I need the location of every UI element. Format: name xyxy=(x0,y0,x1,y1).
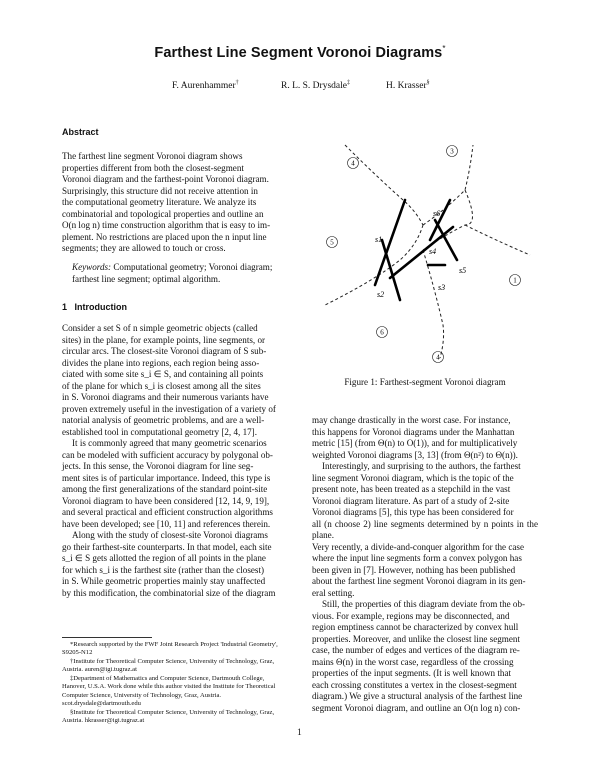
title-text: Farthest Line Segment Voronoi Diagrams xyxy=(154,44,443,61)
segment-label: s1 xyxy=(375,235,383,244)
body-line: by this modification, the combinatorial size of the diagram xyxy=(62,587,276,598)
body-line: Interestingly, and surprising to the authors, the farthest xyxy=(322,461,521,471)
abstract-line: O(n log n) time construction algorithm that is easy to im- xyxy=(62,220,271,230)
voronoi-edges xyxy=(325,145,530,358)
body-line: for which s_i is the farthest site (rather than the closest) xyxy=(62,564,265,575)
body-line: all (n choose 2) line segments determined by n points in the plane. xyxy=(312,518,538,540)
body-line: metric [15] (from Θ(n) to O(1)), and for multiplicatively xyxy=(312,438,518,448)
region-label: 6 xyxy=(380,328,384,337)
abstract-line: Voronoi diagram and the farthest-point Voronoi diagram. xyxy=(62,174,269,184)
author-2 xyxy=(281,80,350,91)
body-line: s_i ∈ S gets allotted the region of all points in the plane xyxy=(62,553,266,563)
body-line: go their farthest-site counterparts. In that model, each site xyxy=(62,541,272,552)
body-line: and several practical and efficient construction algorithms xyxy=(62,507,273,517)
body-line: this happens for Voronoi diagrams under the Manhattan xyxy=(312,426,515,437)
segment-label: s2 xyxy=(377,290,385,299)
abstract-line: Surprisingly, this structure did not receive attention in xyxy=(62,185,258,196)
body-line: line segment Voronoi diagram, which is the topic of the xyxy=(312,472,514,483)
body-line: Voronoi diagram to have been considered [12, 14, 9, 19], xyxy=(62,495,270,506)
abstract-line: properties different from both the closest-segment xyxy=(62,162,244,173)
body-line: established tool in computational geometry [2, 4, 17]. xyxy=(62,426,257,437)
abstract-line: the computational geometry literature. We analyze its xyxy=(62,197,257,207)
body-line: Voronoi diagram literature. As part of a study of 2-site xyxy=(312,495,510,506)
abstract-line: segments; they are allowed to touch or cross. xyxy=(62,243,226,253)
body-line: among the first generalizations of the standard point-site xyxy=(62,484,268,494)
abstract-heading: Abstract xyxy=(62,127,99,137)
figure-voronoi-diagram xyxy=(305,130,545,370)
body-line: where the input line segments form a convex polygon has xyxy=(312,553,522,563)
body-line: each crossing constitutes a vertex in the closest-segment xyxy=(312,679,517,690)
body-line: weighted Voronoi diagrams [3, 13] (from Θ(n²) to Θ(n)). xyxy=(312,449,518,460)
voronoi-edge xyxy=(345,145,423,225)
paper-title xyxy=(0,44,600,61)
author-3 xyxy=(386,80,430,91)
page-number: 1 xyxy=(297,728,302,738)
body-line: diagram.) We give a structural analysis of the farthest line xyxy=(312,691,523,701)
region-labels xyxy=(327,146,521,363)
body-line: may change drastically in the worst case. For instance, xyxy=(312,415,511,425)
author-name: F. Aurenhammer xyxy=(172,81,236,92)
body-line: natorial analysis of geometric problems, and are a well- xyxy=(62,415,265,425)
author-1 xyxy=(172,80,239,91)
segment-s2 xyxy=(382,240,400,300)
body-line: Still, the properties of this diagram deviate from the ob- xyxy=(322,599,526,609)
body-line: of the plane for which s_i is closest among all the sites xyxy=(62,380,261,391)
author-name: R. L. S. Drysdale xyxy=(281,81,347,92)
body-line: region emptiness cannot be characterized by convex hull xyxy=(312,622,519,632)
author-mark: § xyxy=(426,80,430,86)
body-line: ment sites is of particular importance. Indeed, this type is xyxy=(62,472,271,483)
body-line: case, the number of edges and vertices of the diagram re- xyxy=(312,645,520,655)
keywords xyxy=(72,262,288,285)
body-line: in S. Voronoi diagrams and their numerous variants have xyxy=(62,392,269,402)
figure-caption: Figure 1: Farthest-segment Voronoi diagram xyxy=(344,377,506,387)
footnote: *Research supported by the FWF Joint Research Project 'Industrial Geometry', S9205-N12 xyxy=(62,641,278,657)
body-line: Voronoi diagrams [5], this type has been considered for xyxy=(312,507,514,517)
right-column-body xyxy=(312,415,538,714)
body-line: It is commonly agreed that many geometric scenarios xyxy=(72,438,267,448)
body-line: proven extremely useful in the investigation of a variety of xyxy=(62,403,276,414)
region-label: 4 xyxy=(351,159,355,168)
body-line: eral setting. xyxy=(312,587,355,598)
segment-s6 xyxy=(430,200,450,240)
body-line: segment Voronoi diagram, and outline an O(n log n) con- xyxy=(312,702,521,713)
region-label: 1 xyxy=(513,276,517,285)
body-line: properties of the input segments. (It is well known that xyxy=(312,668,512,678)
body-line: Very recently, a divide-and-conquer algorithm for the case xyxy=(312,541,525,552)
segment-label: s4 xyxy=(429,247,437,256)
voronoi-edge xyxy=(325,225,423,305)
abstract-body xyxy=(62,151,288,255)
voronoi-edge xyxy=(423,145,473,225)
keywords-line: Computational geometry; Voronoi diagram; xyxy=(111,262,273,272)
body-line: vious. For example, regions may be disconnected, and xyxy=(312,610,510,621)
abstract-line: The farthest line segment Voronoi diagram shows xyxy=(62,151,243,161)
body-line: in S. While geometric properties mainly stay unaffected xyxy=(62,576,266,586)
body-line: sites) in the plane, for example points, line segments, or xyxy=(62,334,266,345)
segment-label: s6 xyxy=(433,209,441,218)
body-line: circular arcs. The closest-site Voronoi diagram of S sub- xyxy=(62,346,267,356)
region-label: 4 xyxy=(436,353,440,362)
region-label: 3 xyxy=(450,147,454,156)
body-line: present note, has been treated as a stepchild in the vast xyxy=(312,484,511,494)
region-label: 5 xyxy=(330,238,334,247)
footnotes xyxy=(62,641,288,726)
body-line: divides the plane into regions, each region being asso- xyxy=(62,357,260,368)
segment-label: s5 xyxy=(459,266,467,275)
keywords-line: farthest line segment; optimal algorithm. xyxy=(72,273,221,284)
footnote: ‡Department of Mathematics and Computer Science, Dartmouth College, Hanover, U.S.A. Work done while this author visited the Institute for Theoretical Computer Science, University of Technology, Graz, Austria. scot.drysdale@dartmouth.edu xyxy=(62,675,276,708)
body-line: properties. Moreover, and unlike the closest line segment xyxy=(312,633,520,644)
body-line: Along with the study of closest-site Voronoi diagrams xyxy=(72,530,268,540)
left-column-body xyxy=(62,323,288,599)
footnote: §Institute for Theoretical Computer Science, University of Technology, Graz, Austria. hkrasser@igi.tugraz.at xyxy=(62,708,275,725)
footnote: †Institute for Theoretical Computer Science, University of Technology, Graz, Austria. auren@igi.tugraz.at xyxy=(62,658,275,674)
section-heading-introduction: 1 Introduction xyxy=(62,302,127,312)
author-mark: † xyxy=(235,80,239,86)
body-line: jects. In this sense, the Voronoi diagram for line seg- xyxy=(62,461,254,471)
segment-label: s3 xyxy=(438,283,446,292)
body-line: mains Θ(n) in the worst case, regardless of the crossing xyxy=(312,656,514,667)
abstract-line: combinatorial and topological properties and outline an xyxy=(62,208,264,219)
abstract-line: plement. No restrictions are placed upon the n input line xyxy=(62,231,267,242)
body-line: can be modeled with sufficient accuracy by polygonal ob- xyxy=(62,449,273,460)
footnote-rule xyxy=(62,637,152,638)
author-name: H. Krasser xyxy=(386,81,427,92)
body-line: Consider a set S of n simple geometric objects (called xyxy=(62,323,258,333)
title-footnote-mark: * xyxy=(442,44,446,53)
voronoi-edge xyxy=(465,225,530,255)
body-line: about the farthest line segment Voronoi diagram in its gen- xyxy=(312,576,526,586)
body-line: ciated with some site s_i ∈ S, and containing all points xyxy=(62,369,264,379)
body-line: been given in [7]. However, nothing has been published xyxy=(312,564,516,575)
keywords-label: Keywords: xyxy=(72,262,112,272)
author-mark: ‡ xyxy=(346,80,350,86)
body-line: have been developed; see [10, 11] and references therein. xyxy=(62,518,271,529)
